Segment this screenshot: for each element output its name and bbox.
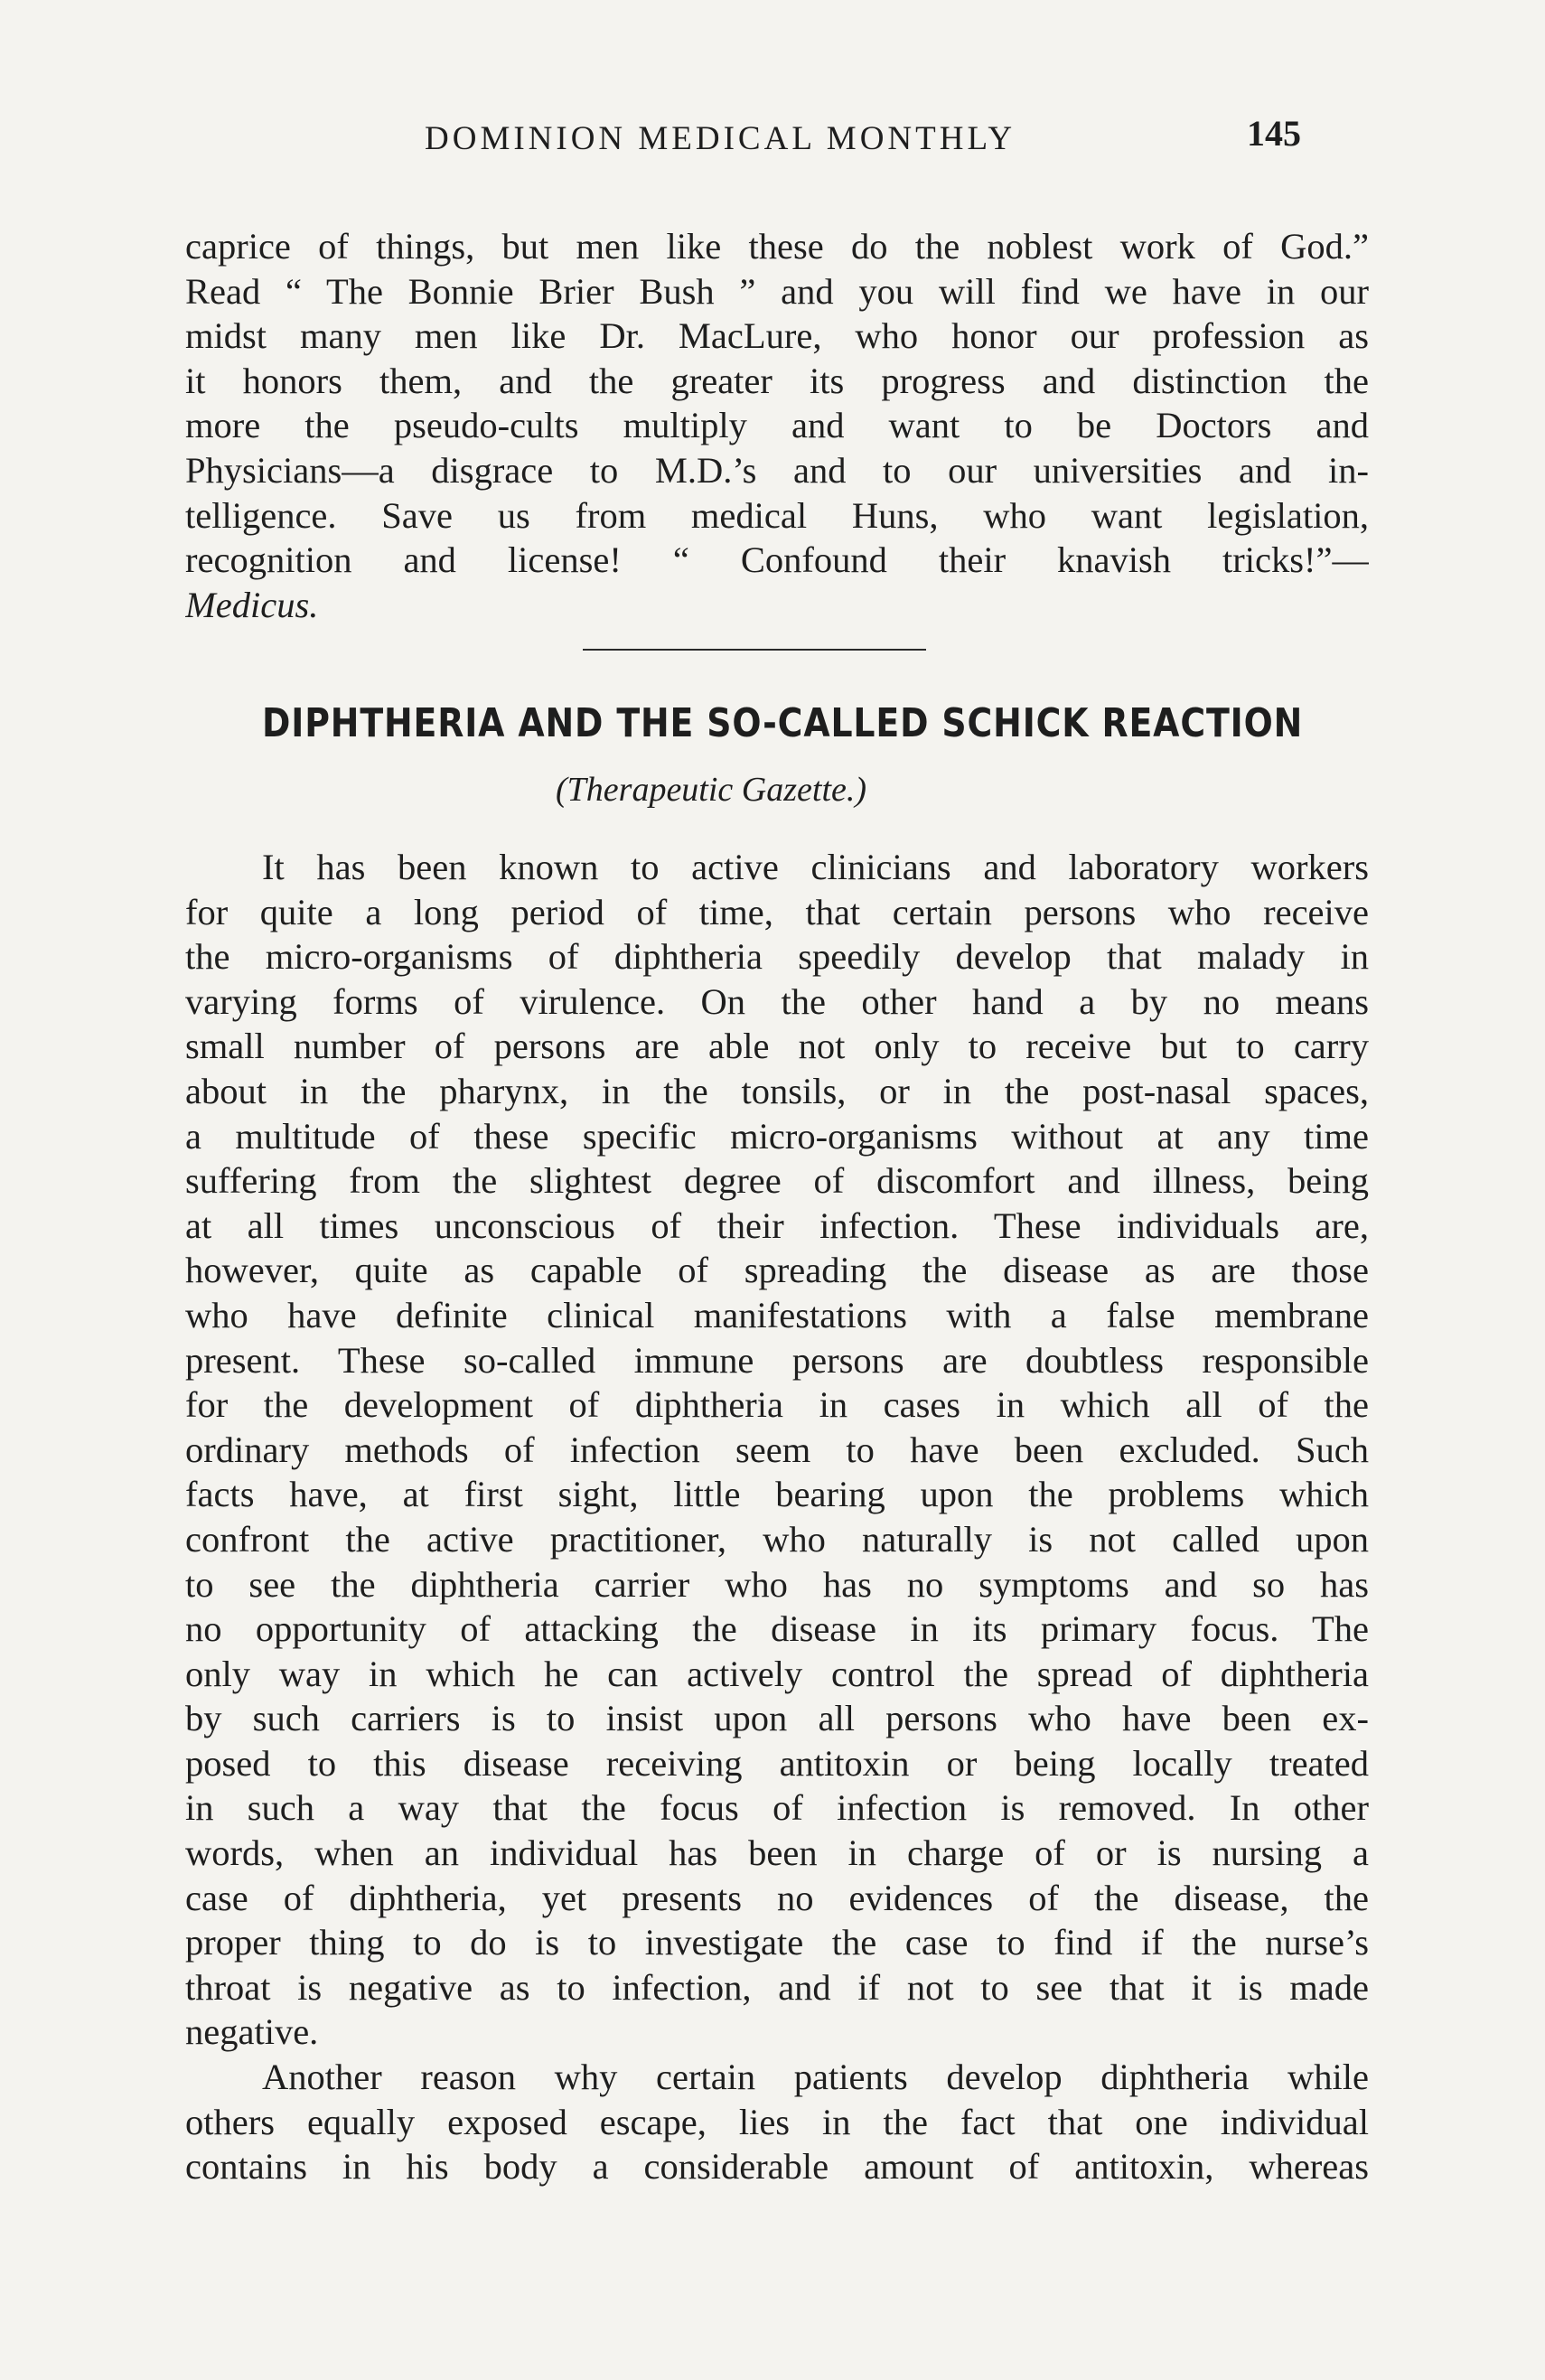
text-line: however, quite as capable of spreading the disease as are those	[185, 1250, 1369, 1291]
text-line: contains in his body a considerable amount of antitoxin, whereas	[185, 2146, 1369, 2188]
article-body	[185, 845, 1369, 2189]
text-line: Physicians—a disgrace to M.D.’s and to our universities and in-	[185, 449, 1369, 491]
text-line: others equally exposed escape, lies in the fact that one individual	[185, 2101, 1369, 2142]
text-line: case of diphtheria, yet presents no evidences of the disease, the	[185, 1877, 1369, 1918]
article-title: DIPHTHERIA AND THE SO-CALLED SCHICK REACTION	[262, 700, 1304, 746]
text-line: proper thing to do is to investigate the case to find if the nurse’s	[185, 1922, 1369, 1963]
running-head	[0, 113, 1545, 173]
text-line: Read “ The Bonnie Brier Bush ” and you will find we have in our	[185, 270, 1369, 312]
text-line: midst many men like Dr. MacLure, who honor our profession as	[185, 315, 1369, 357]
text-line: ordinary methods of infection seem to have been excluded. Such	[185, 1429, 1369, 1470]
text-line: a multitude of these specific micro-organisms without at any time	[185, 1115, 1369, 1157]
text-line: the micro-organisms of diphtheria speedily develop that malady in	[185, 936, 1369, 978]
text-line: no opportunity of attacking the disease in its primary focus. The	[185, 1608, 1369, 1650]
text-line: who have definite clinical manifestations with a false membrane	[185, 1294, 1369, 1335]
text-line: to see the diphtheria carrier who has no symptoms and so has	[185, 1563, 1369, 1605]
text-line: suffering from the slightest degree of discomfort and illness, being	[185, 1160, 1369, 1202]
text-line: in such a way that the focus of infection is removed. In other	[185, 1787, 1369, 1829]
intro-paragraph	[185, 224, 1369, 627]
text-line: facts have, at first sight, little bearing upon the problems which	[185, 1474, 1369, 1515]
text-line: small number of persons are able not only to receive but to carry	[185, 1026, 1369, 1067]
page-number: 145	[1247, 113, 1301, 154]
text-line: recognition and license! “ Confound their knavish tricks!”—	[185, 539, 1369, 581]
text-line: more the pseudo-cults multiply and want to be Doctors and	[185, 405, 1369, 446]
text-line: negative.	[185, 2011, 319, 2053]
text-line: It has been known to active clinicians and laboratory workers	[262, 847, 1369, 887]
signature-line: Medicus.	[185, 584, 319, 625]
text-line: confront the active practitioner, who naturally is not called upon	[185, 1518, 1369, 1560]
text-line: telligence. Save us from medical Huns, who want legislation,	[185, 494, 1369, 536]
text-line: for the development of diphtheria in cases in which all of the	[185, 1384, 1369, 1426]
text-line: throat is negative as to infection, and if not to see that it is made	[185, 1966, 1369, 2008]
section-divider	[583, 649, 926, 651]
text-line: words, when an individual has been in charge of or is nursing a	[185, 1832, 1369, 1874]
text-line: only way in which he can actively control the spread of diphtheria	[185, 1653, 1369, 1694]
text-line: for quite a long period of time, that certain persons who receive	[185, 891, 1369, 932]
text-line: caprice of things, but men like these do the noblest work of God.”	[185, 226, 1369, 267]
text-line: present. These so-called immune persons are doubtless responsible	[185, 1339, 1369, 1381]
article-source: (Therapeutic Gazette.)	[556, 771, 867, 809]
text-line: by such carriers is to insist upon all persons who have been ex-	[185, 1698, 1369, 1739]
text-line: about in the pharynx, in the tonsils, or in the post-nasal spaces,	[185, 1070, 1369, 1111]
text-line: varying forms of virulence. On the other hand a by no means	[185, 980, 1369, 1022]
text-line: at all times unconscious of their infection. These individuals are,	[185, 1204, 1369, 1246]
text-line: posed to this disease receiving antitoxin or being locally treated	[185, 1742, 1369, 1784]
journal-title: DOMINION MEDICAL MONTHLY	[425, 120, 1016, 157]
text-line: Another reason why certain patients develop diphtheria while	[262, 2057, 1369, 2098]
text-line: it honors them, and the greater its progress and distinction the	[185, 360, 1369, 401]
